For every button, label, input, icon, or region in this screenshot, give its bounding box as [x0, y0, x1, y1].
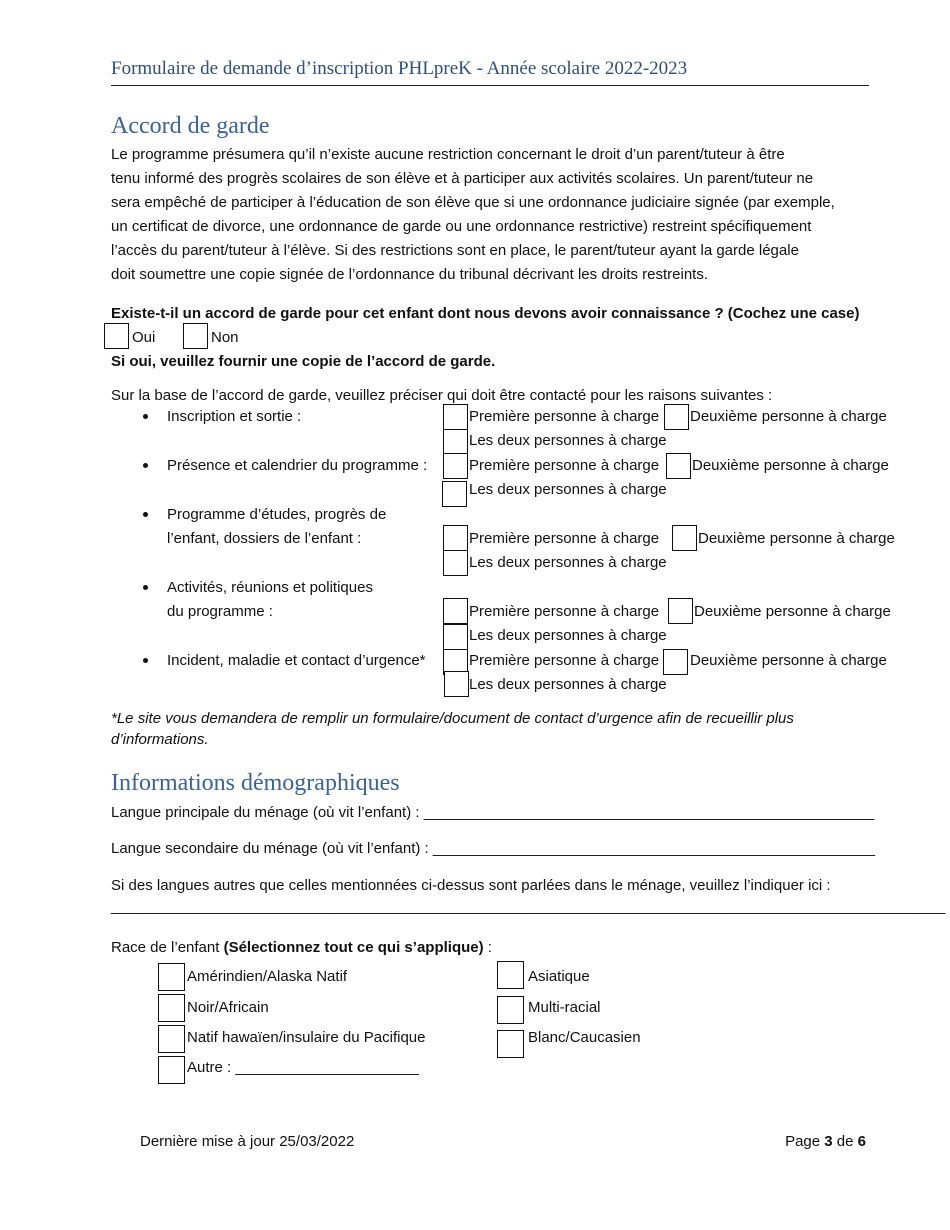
- reason-attendance-second-label: Deuxième personne à charge: [692, 457, 889, 474]
- race-other-field[interactable]: Autre : ______________________: [187, 1059, 419, 1076]
- race-native-american-label: Amérindien/Alaska Natif: [187, 968, 348, 985]
- footer-last-updated: Dernière mise à jour 25/03/2022: [140, 1133, 355, 1150]
- custody-heading: Accord de garde: [111, 113, 270, 139]
- race-asian-checkbox[interactable]: [497, 961, 524, 989]
- reason-curriculum-first-label: Première personne à charge: [469, 530, 660, 547]
- race-white-checkbox[interactable]: [497, 1030, 524, 1058]
- bullet: [143, 414, 148, 419]
- contact-intro: Sur la base de l’accord de garde, veuillez préciser qui doit être contacté pour les raisons suivantes :: [111, 387, 773, 404]
- custody-question: Existe-t-il un accord de garde pour cet enfant dont nous devons avoir connaissance ? (Cochez une case): [111, 305, 860, 322]
- reason-enrollment-both-checkbox[interactable]: [443, 429, 468, 455]
- race-colon: :: [483, 939, 492, 956]
- footnote-line1: *Le site vous demandera de remplir un formulaire/document de contact d’urgence afin de recueillir plus: [111, 710, 794, 727]
- race-pacific-islander-checkbox[interactable]: [158, 1025, 185, 1053]
- reason-enrollment-label: Inscription et sortie :: [167, 408, 302, 425]
- race-instruction: (Sélectionnez tout ce qui s’applique): [223, 939, 484, 956]
- reason-curriculum-label-line2: l’enfant, dossiers de l’enfant :: [167, 530, 362, 547]
- reason-incident-first-label: Première personne à charge: [469, 652, 660, 669]
- custody-paragraph-line: tenu informé des progrès scolaires de son élève et à participer aux activités scolaires. Un parent/tuteur ne: [111, 170, 814, 187]
- race-label: Race de l’enfant: [111, 939, 220, 956]
- reason-curriculum-both-checkbox[interactable]: [443, 550, 468, 576]
- reason-activities-both-checkbox[interactable]: [443, 624, 468, 650]
- reason-attendance-both-label: Les deux personnes à charge: [469, 481, 667, 498]
- secondary-language-field[interactable]: Langue secondaire du ménage (où vit l’enfant) : _____________________________________________________: [111, 840, 876, 857]
- bullet: [143, 463, 148, 468]
- document-header-title: Formulaire de demande d’inscription PHLpreK - Année scolaire 2022-2023: [111, 58, 688, 79]
- demographics-heading: Informations démographiques: [111, 770, 400, 796]
- page-of: de: [832, 1133, 858, 1150]
- custody-no-checkbox[interactable]: [183, 323, 208, 349]
- reason-activities-second-checkbox[interactable]: [668, 598, 693, 624]
- reason-curriculum-both-label: Les deux personnes à charge: [469, 554, 667, 571]
- custody-yes-checkbox[interactable]: [104, 323, 129, 349]
- other-languages-field[interactable]: ____________________________________________________________________________________________________: [111, 898, 946, 915]
- reason-attendance-first-label: Première personne à charge: [469, 457, 660, 474]
- race-multiracial-checkbox[interactable]: [497, 996, 524, 1024]
- custody-paragraph-line: Le programme présumera qu’il n’existe aucune restriction concernant le droit d’un parent/tuteur à être: [111, 146, 785, 163]
- reason-incident-second-label: Deuxième personne à charge: [690, 652, 887, 669]
- bullet: [143, 512, 148, 517]
- header-divider: [111, 85, 869, 86]
- reason-activities-second-label: Deuxième personne à charge: [694, 603, 891, 620]
- page-prefix: Page: [785, 1133, 825, 1150]
- custody-paragraph-line: un certificat de divorce, une ordonnance de garde ou une ordonnance restrictive) restreint spécifiquement: [111, 218, 812, 235]
- primary-language-field[interactable]: Langue principale du ménage (où vit l’enfant) : ______________________________________________________: [111, 804, 875, 821]
- reason-activities-label-line2: du programme :: [167, 603, 273, 620]
- race-white-label: Blanc/Caucasien: [528, 1029, 641, 1046]
- reason-activities-both-label: Les deux personnes à charge: [469, 627, 667, 644]
- reason-enrollment-second-checkbox[interactable]: [664, 404, 689, 430]
- reason-attendance-second-checkbox[interactable]: [666, 453, 691, 479]
- reason-curriculum-label-line1: Programme d’études, progrès de: [167, 506, 387, 523]
- reason-incident-label: Incident, maladie et contact d’urgence*: [167, 652, 426, 669]
- race-other-checkbox[interactable]: [158, 1056, 185, 1084]
- reason-curriculum-second-label: Deuxième personne à charge: [698, 530, 895, 547]
- page-current: 3: [824, 1133, 833, 1150]
- reason-curriculum-second-checkbox[interactable]: [672, 525, 697, 551]
- reason-enrollment-first-checkbox[interactable]: [443, 404, 468, 430]
- race-black-label: Noir/Africain: [187, 999, 269, 1016]
- footer-page-number: [785, 1133, 866, 1150]
- footnote-line2: d’informations.: [111, 731, 209, 748]
- race-black-checkbox[interactable]: [158, 994, 185, 1022]
- other-languages-label: Si des langues autres que celles mentionnées ci-dessus sont parlées dans le ménage, veuillez l’indiquer ici :: [111, 877, 831, 894]
- custody-paragraph-line: sera empêché de participer à l’éducation de son élève que si une ordonnance judiciaire signée (par exemple,: [111, 194, 835, 211]
- reason-enrollment-both-label: Les deux personnes à charge: [469, 432, 667, 449]
- race-pacific-islander-label: Natif hawaïen/insulaire du Pacifique: [187, 1029, 426, 1046]
- custody-no-label: Non: [211, 329, 239, 346]
- reason-activities-label-line1: Activités, réunions et politiques: [167, 579, 373, 596]
- race-asian-label: Asiatique: [528, 968, 590, 985]
- custody-yes-label: Oui: [132, 329, 156, 346]
- custody-paragraph-line: doit soumettre une copie signée de l’ordonnance du tribunal décrivant les droits restreints.: [111, 266, 709, 283]
- race-question: [111, 939, 492, 956]
- reason-enrollment-second-label: Deuxième personne à charge: [690, 408, 887, 425]
- reason-incident-both-label: Les deux personnes à charge: [469, 676, 667, 693]
- race-native-american-checkbox[interactable]: [158, 963, 185, 991]
- race-multiracial-label: Multi-racial: [528, 999, 601, 1016]
- reason-incident-second-checkbox[interactable]: [663, 649, 688, 675]
- reason-incident-both-checkbox[interactable]: [444, 671, 469, 697]
- page-total: 6: [857, 1133, 866, 1150]
- reason-activities-first-checkbox[interactable]: [443, 598, 468, 624]
- custody-paragraph: [111, 143, 869, 287]
- reason-attendance-label: Présence et calendrier du programme :: [167, 457, 428, 474]
- reason-attendance-both-checkbox[interactable]: [442, 481, 467, 507]
- reason-activities-first-label: Première personne à charge: [469, 603, 660, 620]
- reason-attendance-first-checkbox[interactable]: [443, 453, 468, 479]
- reason-curriculum-first-checkbox[interactable]: [443, 525, 468, 551]
- bullet: [143, 585, 148, 590]
- reason-enrollment-first-label: Première personne à charge: [469, 408, 660, 425]
- bullet: [143, 658, 148, 663]
- custody-if-yes-note: Si oui, veuillez fournir une copie de l’accord de garde.: [111, 353, 496, 370]
- custody-paragraph-line: l’accès du parent/tuteur à l’élève. Si des restrictions sont en place, le parent/tuteur ayant la garde légale: [111, 242, 799, 259]
